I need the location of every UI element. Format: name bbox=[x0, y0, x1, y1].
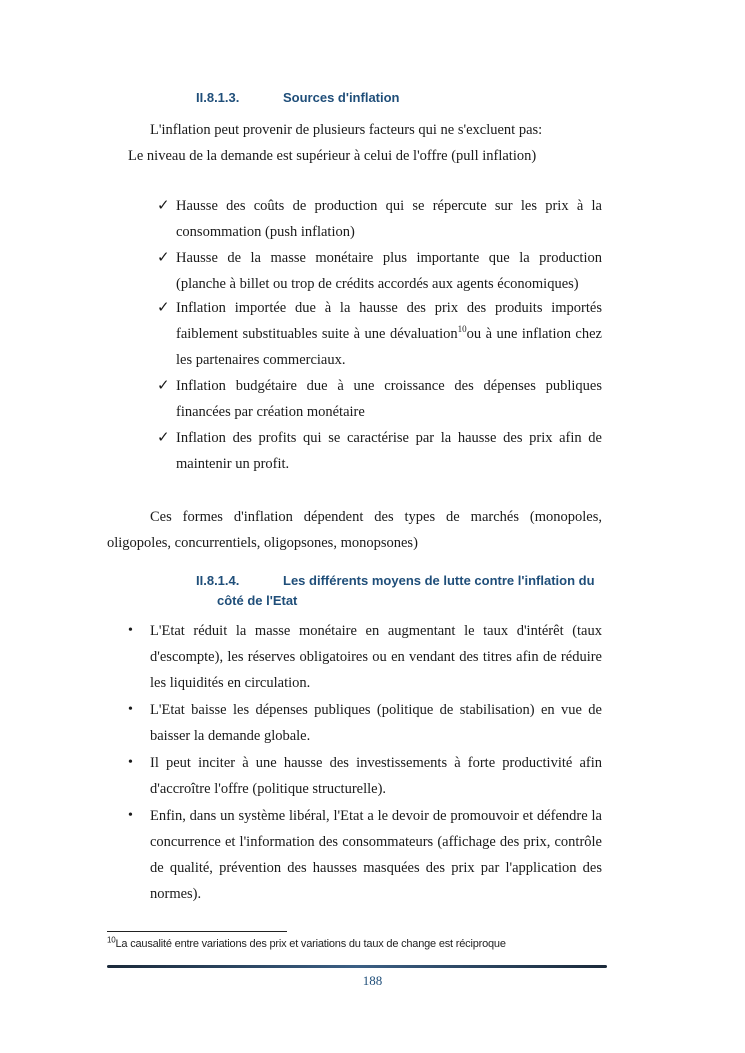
demand-paragraph: Le niveau de la demande est supérieur à celui de l'offre (pull inflation) bbox=[128, 148, 537, 164]
check-item-text-part: ou à une inflation chez les partenaires commerciaux. bbox=[176, 326, 602, 368]
bullet-item-text: L'Etat baisse les dépenses publiques (politique de stabilisation) en vue de baisser la demande globale. bbox=[150, 702, 602, 744]
checkmark-icon: ✓ bbox=[157, 250, 170, 266]
check-item-text: Hausse des coûts de production qui se répercute sur les prix à la consommation (push inflation) bbox=[176, 198, 602, 240]
footnote-number: 10 bbox=[107, 935, 116, 945]
section-number: II.8.1.3. bbox=[196, 90, 240, 105]
bullet-item-text: L'Etat réduit la masse monétaire en augmentant le taux d'intérêt (taux d'escompte), les réserves obligatoires ou en vendant des titres afin de réduire les liquidités en circulation. bbox=[150, 623, 602, 691]
section-title: Sources d'inflation bbox=[283, 90, 400, 105]
bullet-item-text: Enfin, dans un système libéral, l'Etat a le devoir de promouvoir et défendre la concurrence et l'information des consommateurs (affichage des prix, contrôle de qualité, prévention des hausses masquées des prix par l'application des normes). bbox=[150, 808, 602, 902]
check-item-text: Hausse de la masse monétaire plus importante que la production (planche à billet ou trop de crédits accordés aux agents économiques) bbox=[176, 250, 602, 292]
page-footer-rule bbox=[107, 965, 607, 968]
bullet-icon: • bbox=[128, 623, 133, 638]
check-item-text: Inflation budgétaire due à une croissance des dépenses publiques financées par création monétaire bbox=[176, 378, 602, 420]
checkmark-icon: ✓ bbox=[157, 300, 170, 316]
section-number: II.8.1.4. bbox=[196, 573, 240, 588]
section-heading-lutte bbox=[196, 573, 606, 613]
section-heading-sources bbox=[196, 90, 596, 108]
bullet-icon: • bbox=[128, 808, 133, 823]
bullet-item-text: Il peut inciter à une hausse des investissements à forte productivité afin d'accroître l'offre (politique structurelle). bbox=[150, 755, 602, 797]
conclusion-paragraph: Ces formes d'inflation dépendent des types de marchés (monopoles, oligopoles, concurrentiels, oligopsones, monopsones) bbox=[107, 509, 602, 551]
intro-paragraph: L'inflation peut provenir de plusieurs facteurs qui ne s'excluent pas: bbox=[150, 122, 543, 138]
checkmark-icon: ✓ bbox=[157, 378, 170, 394]
checkmark-icon: ✓ bbox=[157, 430, 170, 446]
footnote-divider bbox=[107, 931, 287, 932]
footnote-text: La causalité entre variations des prix et variations du taux de change est réciproque bbox=[115, 938, 506, 950]
check-item-text: Inflation des profits qui se caractérise par la hausse des prix afin de maintenir un profit. bbox=[176, 430, 602, 472]
bullet-icon: • bbox=[128, 755, 133, 770]
section-title-line2: côté de l'Etat bbox=[217, 593, 298, 608]
footnote-reference[interactable]: 10 bbox=[457, 324, 467, 335]
check-item-text bbox=[176, 295, 602, 373]
checkmark-icon: ✓ bbox=[157, 198, 170, 214]
footnote bbox=[107, 935, 506, 950]
section-title-line1: Les différents moyens de lutte contre l'inflation du bbox=[283, 573, 595, 588]
bullet-icon: • bbox=[128, 702, 133, 717]
check-item-text-part: Inflation importée due à la hausse des prix des produits importés faiblement substituables suite à une dévaluation bbox=[176, 300, 602, 342]
page-number: 188 bbox=[362, 973, 383, 988]
